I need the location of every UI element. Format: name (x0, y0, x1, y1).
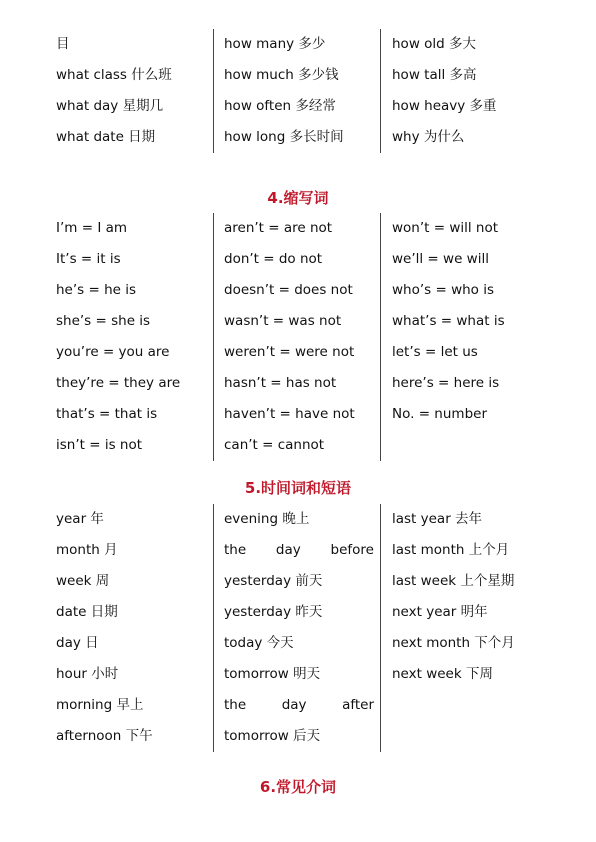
word: the (224, 697, 247, 713)
list-item: year 年 (56, 511, 104, 527)
list-item: how often 多经常 (224, 98, 336, 114)
list-item: date 日期 (56, 604, 118, 620)
list-item: afternoon 下午 (56, 728, 153, 744)
list-item: how heavy 多重 (392, 98, 497, 114)
list-item (224, 690, 374, 721)
list-item: don’t = do not (224, 251, 323, 267)
question-words-table (48, 29, 548, 153)
list-item: hour 小时 (56, 666, 119, 682)
list-item: how long 多长时间 (224, 129, 344, 145)
list-item: next year 明年 (392, 604, 488, 620)
list-item: 目 (56, 36, 70, 52)
list-item: won’t = will not (392, 220, 499, 236)
column-divider (213, 504, 214, 752)
list-item: month 月 (56, 542, 118, 558)
list-item: why 为什么 (392, 129, 465, 145)
list-item (224, 535, 374, 566)
list-item: who’s = who is (392, 282, 495, 298)
column-3 (392, 504, 548, 690)
list-item: day 日 (56, 635, 99, 651)
list-item: can’t = cannot (224, 437, 325, 453)
column-3 (392, 213, 548, 430)
column-1 (56, 29, 206, 153)
list-item: how tall 多高 (392, 67, 477, 83)
word: day (281, 697, 307, 713)
time-words-table (48, 504, 548, 752)
list-item: you’re = you are (56, 344, 170, 360)
column-2 (224, 29, 374, 153)
list-item: how many 多少 (224, 36, 326, 52)
list-item: they’re = they are (56, 375, 181, 391)
list-item: how old 多大 (392, 36, 477, 52)
list-item: doesn’t = does not (224, 282, 353, 298)
list-item: last year 去年 (392, 511, 483, 527)
list-item: tomorrow 后天 (224, 728, 321, 744)
list-item: today 今天 (224, 635, 294, 651)
list-item: what day 星期几 (56, 98, 164, 114)
list-item: yesterday 昨天 (224, 604, 323, 620)
list-item: last month 上个月 (392, 542, 510, 558)
word: before (330, 542, 374, 558)
list-item: what’s = what is (392, 313, 505, 329)
list-item: hasn’t = has not (224, 375, 337, 391)
column-2 (224, 213, 374, 461)
column-divider (213, 29, 214, 153)
list-item: next month 下个月 (392, 635, 515, 651)
list-item: weren’t = were not (224, 344, 355, 360)
section-title-abbreviations: 4.缩写词 (267, 189, 329, 207)
list-item: week 周 (56, 573, 110, 589)
list-item: what class 什么班 (56, 67, 172, 83)
column-divider (213, 213, 214, 461)
list-item: evening 晚上 (224, 511, 310, 527)
column-divider (380, 213, 381, 461)
contractions-table (48, 213, 548, 461)
list-item: that’s = that is (56, 406, 158, 422)
list-item: he’s = he is (56, 282, 137, 298)
word: the (224, 542, 247, 558)
list-item: aren’t = are not (224, 220, 333, 236)
list-item: isn’t = is not (56, 437, 143, 453)
word: after (342, 697, 374, 713)
list-item: tomorrow 明天 (224, 666, 321, 682)
list-item: we’ll = we will (392, 251, 489, 267)
list-item: let’s = let us (392, 344, 478, 360)
list-item: wasn’t = was not (224, 313, 342, 329)
list-item: next week 下周 (392, 666, 493, 682)
list-item: haven’t = have not (224, 406, 355, 422)
list-item: what date 日期 (56, 129, 156, 145)
list-item: It’s = it is (56, 251, 121, 267)
column-2 (224, 504, 374, 752)
column-1 (56, 504, 206, 752)
list-item: I’m = I am (56, 220, 128, 236)
column-divider (380, 504, 381, 752)
list-item: yesterday 前天 (224, 573, 323, 589)
list-item: she’s = she is (56, 313, 151, 329)
word: day (275, 542, 301, 558)
list-item: how much 多少钱 (224, 67, 339, 83)
column-1 (56, 213, 206, 461)
list-item: No. = number (392, 406, 487, 422)
column-3 (392, 29, 548, 153)
list-item: morning 早上 (56, 697, 144, 713)
list-item: here’s = here is (392, 375, 500, 391)
list-item: last week 上个星期 (392, 573, 515, 589)
section-title-time-words: 5.时间词和短语 (244, 479, 352, 497)
section-title-prepositions: 6.常见介词 (259, 778, 337, 796)
column-divider (380, 29, 381, 153)
